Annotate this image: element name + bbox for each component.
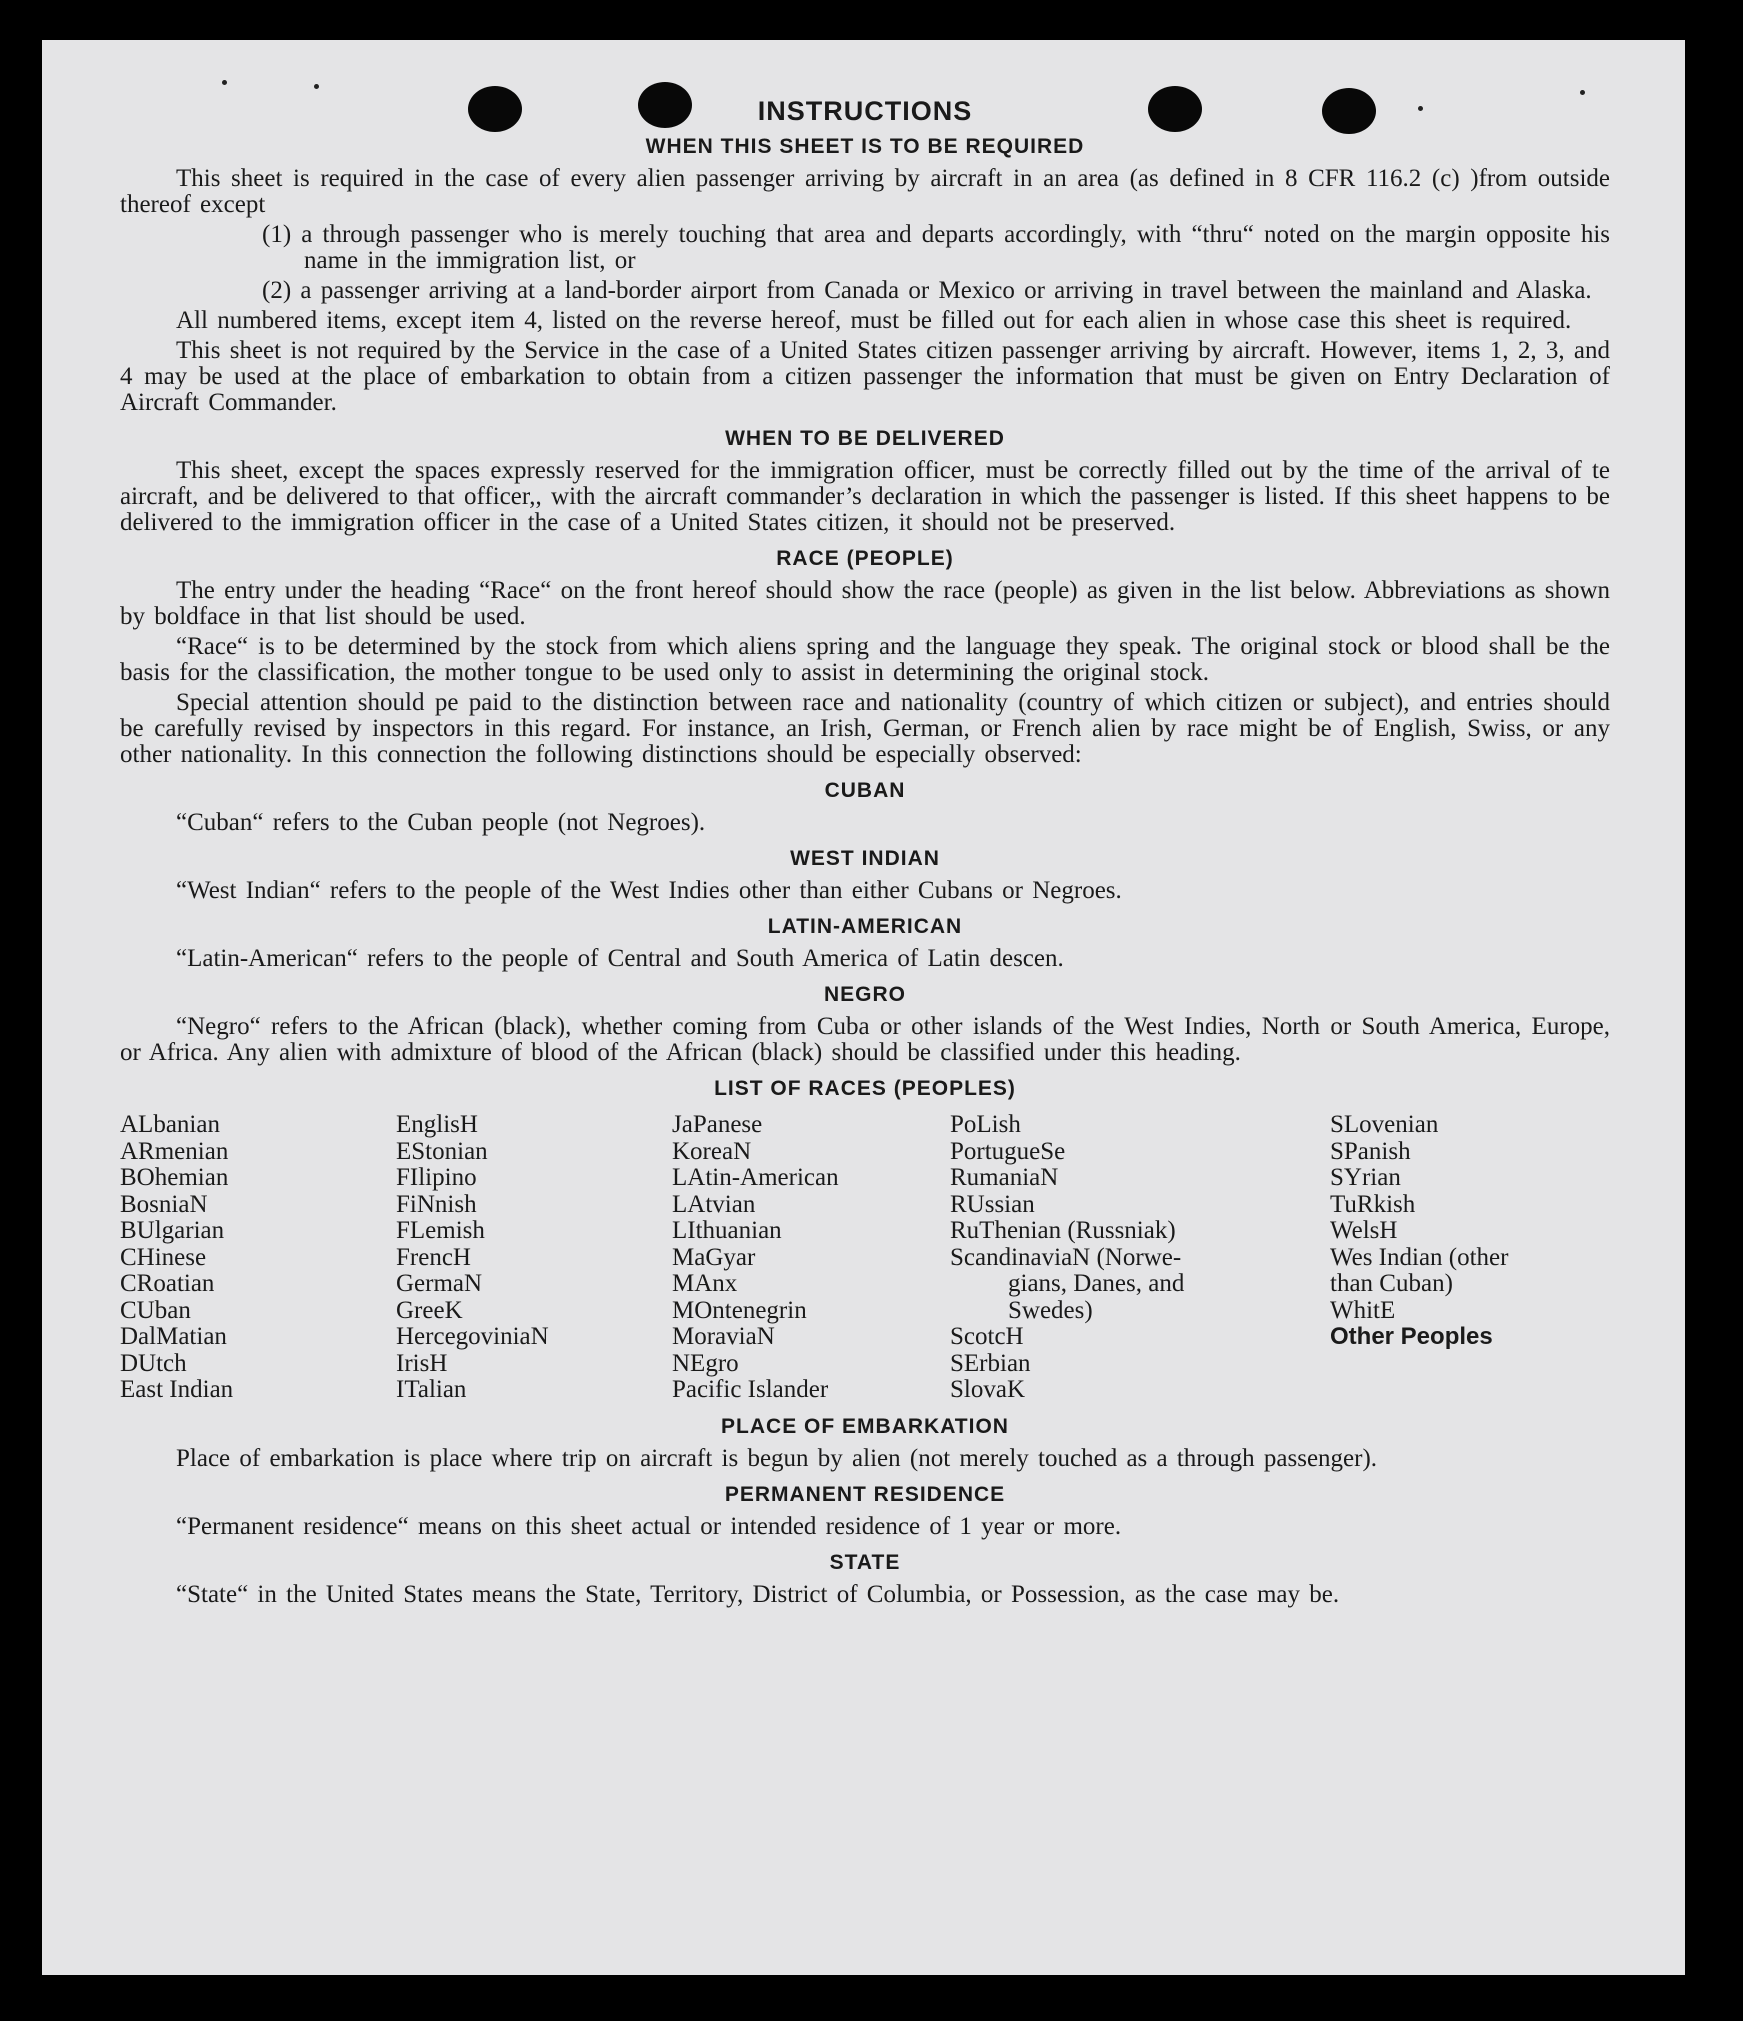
race-entry: BUlgarian (120, 1217, 225, 1244)
race-list (120, 1112, 1610, 1404)
instruction-sheet (42, 40, 1685, 1975)
page-title: INSTRUCTIONS (757, 96, 973, 126)
race-entry: SLovenian (1330, 1111, 1439, 1138)
paragraph-citizen: This sheet is not required by the Service in the case of a United States citizen passenger arriving by aircraft. However, items 1, 2, 3, and 4 may be used at the place of embarkation to obtain from a citizen passenger the information that must be given on Entry Declaration of Aircraft Commander. (120, 337, 1610, 416)
race-entry: MaGyar (672, 1243, 756, 1271)
heading-state: STATE (829, 1550, 901, 1574)
race-entry: LIthuanian (672, 1217, 782, 1244)
race-column-3 (672, 1112, 950, 1404)
race-entry: MOntenegrin (672, 1296, 807, 1324)
race-entry: KoreaN (672, 1137, 752, 1165)
heading-latin-american: LATIN-AMERICAN (767, 915, 963, 938)
dust-speck (222, 80, 227, 85)
heading-west-indian: WEST INDIAN (790, 847, 940, 870)
race-entry: NEgro (672, 1349, 739, 1377)
section-heading-when-required: WHEN THIS SHEET IS TO BE REQUIRED (645, 135, 1085, 158)
paragraph-required: This sheet is required in the case of every alien passenger arriving by aircraft in an area (as defined in 8 CFR 116.2 (c) )from outside thereof except (120, 165, 1610, 218)
exception-item-2: (2) a passenger arriving at a land-border airport from Canada or Mexico or arriving in travel between the mainland and Alaska. (262, 277, 1592, 304)
section-heading-when-delivered: WHEN TO BE DELIVERED (725, 427, 1005, 450)
race-entry: WhitE (1330, 1296, 1396, 1324)
race-entry: Pacific Islander (672, 1376, 829, 1403)
race-entry: PoLish (950, 1111, 1021, 1138)
race-entry: SErbian (950, 1349, 1031, 1377)
race-column-1 (120, 1112, 396, 1404)
race-entry: EStonian (396, 1137, 488, 1165)
heading-cuban: CUBAN (824, 779, 906, 802)
text-latin-american: “Latin-American“ refers to the people of Central and South America of Latin descen. (176, 945, 1064, 972)
race-entry: Other Peoples (1330, 1323, 1493, 1350)
race-entry: than Cuban) (1330, 1270, 1453, 1297)
text-permanent-residence: “Permanent residence“ means on this sheet actual or intended residence of 1 year or more. (176, 1512, 1122, 1540)
dust-speck (1580, 90, 1585, 95)
heading-place-of-embarkation: PLACE OF EMBARKATION (721, 1414, 1009, 1438)
race-entry: SlovaK (950, 1376, 1025, 1403)
race-column-2 (396, 1112, 672, 1404)
paragraph-delivered: This sheet, except the spaces expressly reserved for the immigration officer, must be correctly filled out by the time of the arrival of te aircraft, and be delivered to that officer,, with the aircraft commander’s declaration in which the passenger is listed. If this sheet happens to be delivered to the immigration officer in the case of a United States citizen, it should not be preserved. (120, 457, 1610, 536)
race-entry: MoraviaN (672, 1323, 775, 1350)
text-place-of-embarkation: Place of embarkation is place where trip on aircraft is begun by alien (not merely touched as a through passenger). (176, 1444, 1378, 1472)
text-west-indian: “West Indian“ refers to the people of the West Indies other than either Cubans or Negroes. (176, 877, 1122, 904)
race-entry: RUssian (950, 1190, 1035, 1218)
race-column-5 (1330, 1112, 1610, 1404)
heading-permanent-residence: PERMANENT RESIDENCE (724, 1482, 1006, 1506)
race-entry: gians, Danes, and (1008, 1270, 1185, 1297)
document-body (120, 98, 1610, 1612)
race-entry: EnglisH (396, 1111, 478, 1138)
text-negro: “Negro“ refers to the African (black), whether coming from Cuba or other islands of the West Indies, North or South America, Europe, or Africa. Any alien with admixture of blood of the African (black) should be classified under this heading. (120, 1013, 1610, 1066)
race-entry: LAtvian (672, 1190, 756, 1218)
race-entry: PortugueSe (950, 1137, 1066, 1165)
race-entry: ALbanian (120, 1111, 220, 1138)
race-entry: ARmenian (120, 1137, 229, 1165)
race-entry: DalMatian (120, 1323, 227, 1350)
race-entry: SPanish (1330, 1137, 1411, 1165)
text-cuban: “Cuban“ refers to the Cuban people (not Negroes). (176, 809, 706, 836)
paragraph-numbered-items: All numbered items, except item 4, listed on the reverse hereof, must be filled out for each alien in whose case this sheet is required. (176, 307, 1572, 334)
race-entry: East Indian (120, 1376, 234, 1403)
section-heading-race: RACE (PEOPLE) (776, 547, 954, 570)
race-entry: LAtin-American (672, 1164, 839, 1191)
race-entry: CRoatian (120, 1270, 215, 1297)
race-entry: RumaniaN (950, 1164, 1059, 1191)
exception-item-1: (1) a through passenger who is merely touching that area and departs accordingly, with “thru“ noted on the margin opposite his name in the immigration list, or (262, 221, 1610, 274)
race-entry: GreeK (396, 1296, 463, 1324)
race-column-4 (950, 1112, 1330, 1404)
heading-negro: NEGRO (823, 983, 906, 1006)
paragraph-race-entry: The entry under the heading “Race“ on the front hereof should show the race (people) as given in the list below. Abbreviations as shown by boldface in that list should be used. (120, 577, 1610, 630)
race-entry: JaPanese (672, 1111, 763, 1138)
race-entry: BosniaN (120, 1190, 208, 1218)
race-entry: TuRkish (1330, 1190, 1416, 1218)
race-entry: Wes Indian (other (1330, 1243, 1509, 1271)
race-entry: CHinese (120, 1243, 207, 1271)
race-entry: GermaN (396, 1270, 483, 1297)
paragraph-race-nationality: Special attention should pe paid to the distinction between race and nationality (country of which citizen or subject), and entries should be carefully revised by inspectors in this regard. For instance, an Irish, German, or French alien by race might be of English, Swiss, or any other nationality. In this connection the following distinctions should be especially observed: (120, 689, 1610, 768)
race-entry: MAnx (672, 1270, 738, 1297)
race-entry: FrencH (396, 1243, 471, 1271)
race-entry: WelsH (1330, 1217, 1398, 1244)
race-entry: ITalian (396, 1376, 467, 1403)
race-entry: FiNnish (396, 1190, 477, 1218)
race-entry: ScotcH (950, 1323, 1024, 1350)
race-entry: HercegoviniaN (396, 1323, 549, 1350)
race-entry: SYrian (1330, 1164, 1401, 1191)
race-entry: FIlipino (396, 1164, 477, 1191)
race-entry: Swedes) (1008, 1296, 1093, 1324)
race-entry: IrisH (396, 1349, 448, 1377)
race-entry: BOhemian (120, 1164, 229, 1191)
dust-speck (314, 84, 319, 89)
race-entry: ScandinaviaN (Norwe- (950, 1243, 1182, 1271)
heading-list-of-races: LIST OF RACES (PEOPLES) (714, 1077, 1016, 1100)
race-entry: FLemish (396, 1217, 485, 1244)
text-state: “State“ in the United States means the State, Territory, District of Columbia, or Possession, as the case may be. (176, 1580, 1340, 1608)
race-entry: RuThenian (Russniak) (950, 1217, 1176, 1244)
paragraph-race-stock: “Race“ is to be determined by the stock from which aliens spring and the language they speak. The original stock or blood shall be the basis for the classification, the mother tongue to be used only to assist in determining the original stock. (120, 633, 1610, 686)
race-entry: DUtch (120, 1349, 187, 1377)
race-entry: CUban (120, 1296, 191, 1324)
